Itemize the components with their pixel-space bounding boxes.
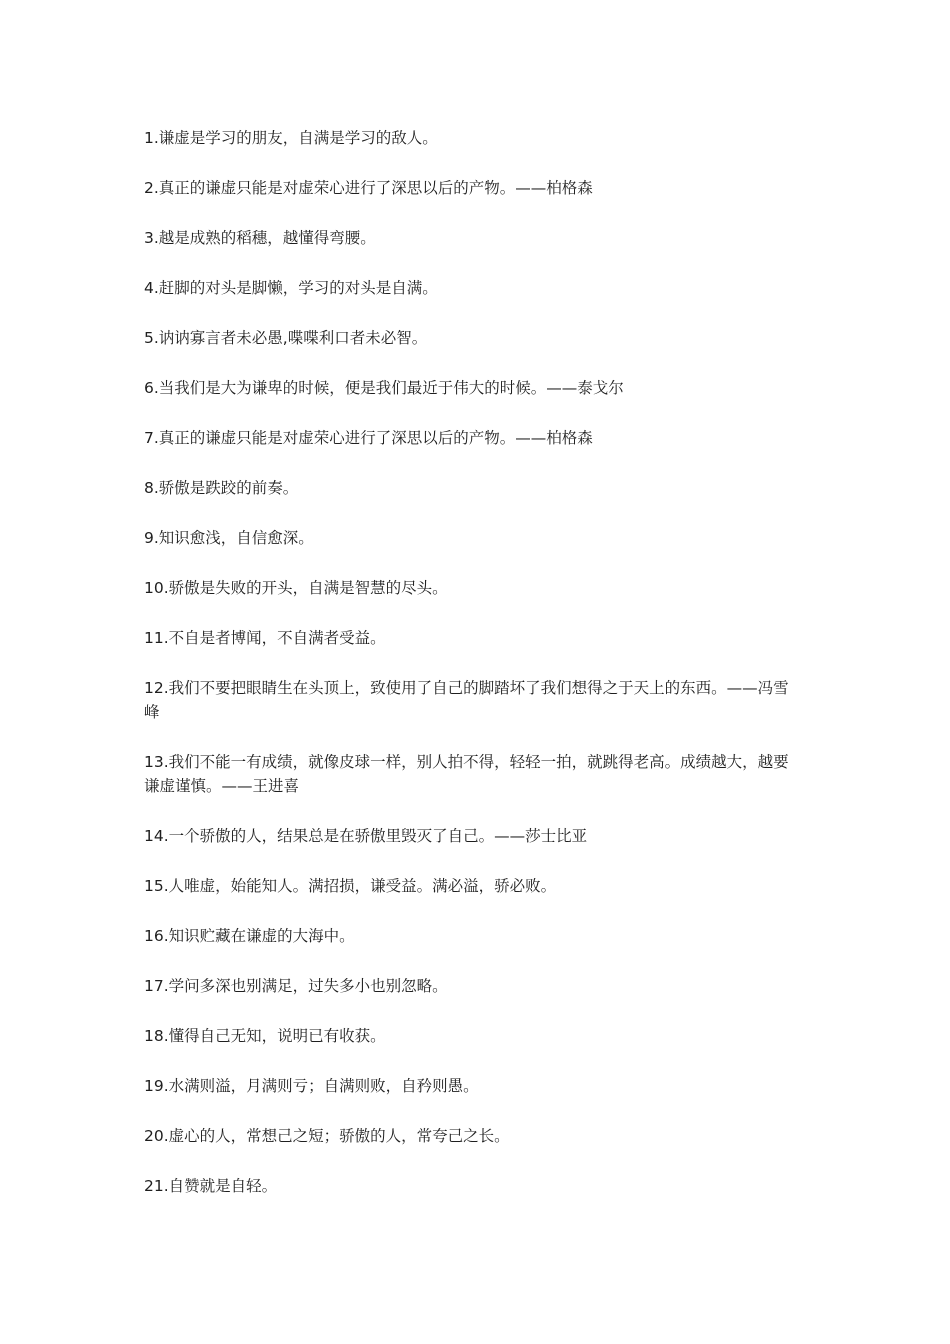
quote-item: 5.讷讷寡言者未必愚,喋喋利口者未必智。 [144,329,428,347]
quote-item: 20.虚心的人，常想己之短；骄傲的人，常夸己之长。 [144,1127,510,1145]
quote-item: 6.当我们是大为谦卑的时候，便是我们最近于伟大的时候。——泰戈尔 [144,379,624,397]
quote-item: 13.我们不能一有成绩，就像皮球一样，别人拍不得，轻轻一拍，就跳得老高。成绩越大，越要谦虚谨慎。——王进喜 [144,753,789,795]
quote-item: 16.知识贮藏在谦虚的大海中。 [144,927,355,945]
quote-item: 14.一个骄傲的人，结果总是在骄傲里毁灭了自己。——莎士比亚 [144,827,588,845]
quote-item: 9.知识愈浅，自信愈深。 [144,529,314,547]
quote-item: 17.学问多深也别满足，过失多小也别忽略。 [144,977,448,995]
quote-item: 4.赶脚的对头是脚懒，学习的对头是自满。 [144,279,438,297]
quote-item: 7.真正的谦虚只能是对虚荣心进行了深思以后的产物。——柏格森 [144,429,593,447]
quote-list [144,126,804,1224]
quote-item: 18.懂得自己无知，说明已有收获。 [144,1027,386,1045]
quote-item: 8.骄傲是跌跤的前奏。 [144,479,299,497]
quote-item: 2.真正的谦虚只能是对虚荣心进行了深思以后的产物。——柏格森 [144,179,593,197]
quote-item: 1.谦虚是学习的朋友，自满是学习的敌人。 [144,129,438,147]
quote-item: 11.不自是者博闻，不自满者受益。 [144,629,386,647]
quote-item: 12.我们不要把眼睛生在头顶上，致使用了自己的脚踏坏了我们想得之于天上的东西。——冯雪峰 [144,679,789,721]
quote-item: 19.水满则溢，月满则亏；自满则败，自矜则愚。 [144,1077,479,1095]
quote-item: 10.骄傲是失败的开头，自满是智慧的尽头。 [144,579,448,597]
quote-item: 15.人唯虚，始能知人。满招损，谦受益。满必溢，骄必败。 [144,877,557,895]
quote-item: 21.自赞就是自轻。 [144,1177,278,1195]
quote-item: 3.越是成熟的稻穗，越懂得弯腰。 [144,229,376,247]
